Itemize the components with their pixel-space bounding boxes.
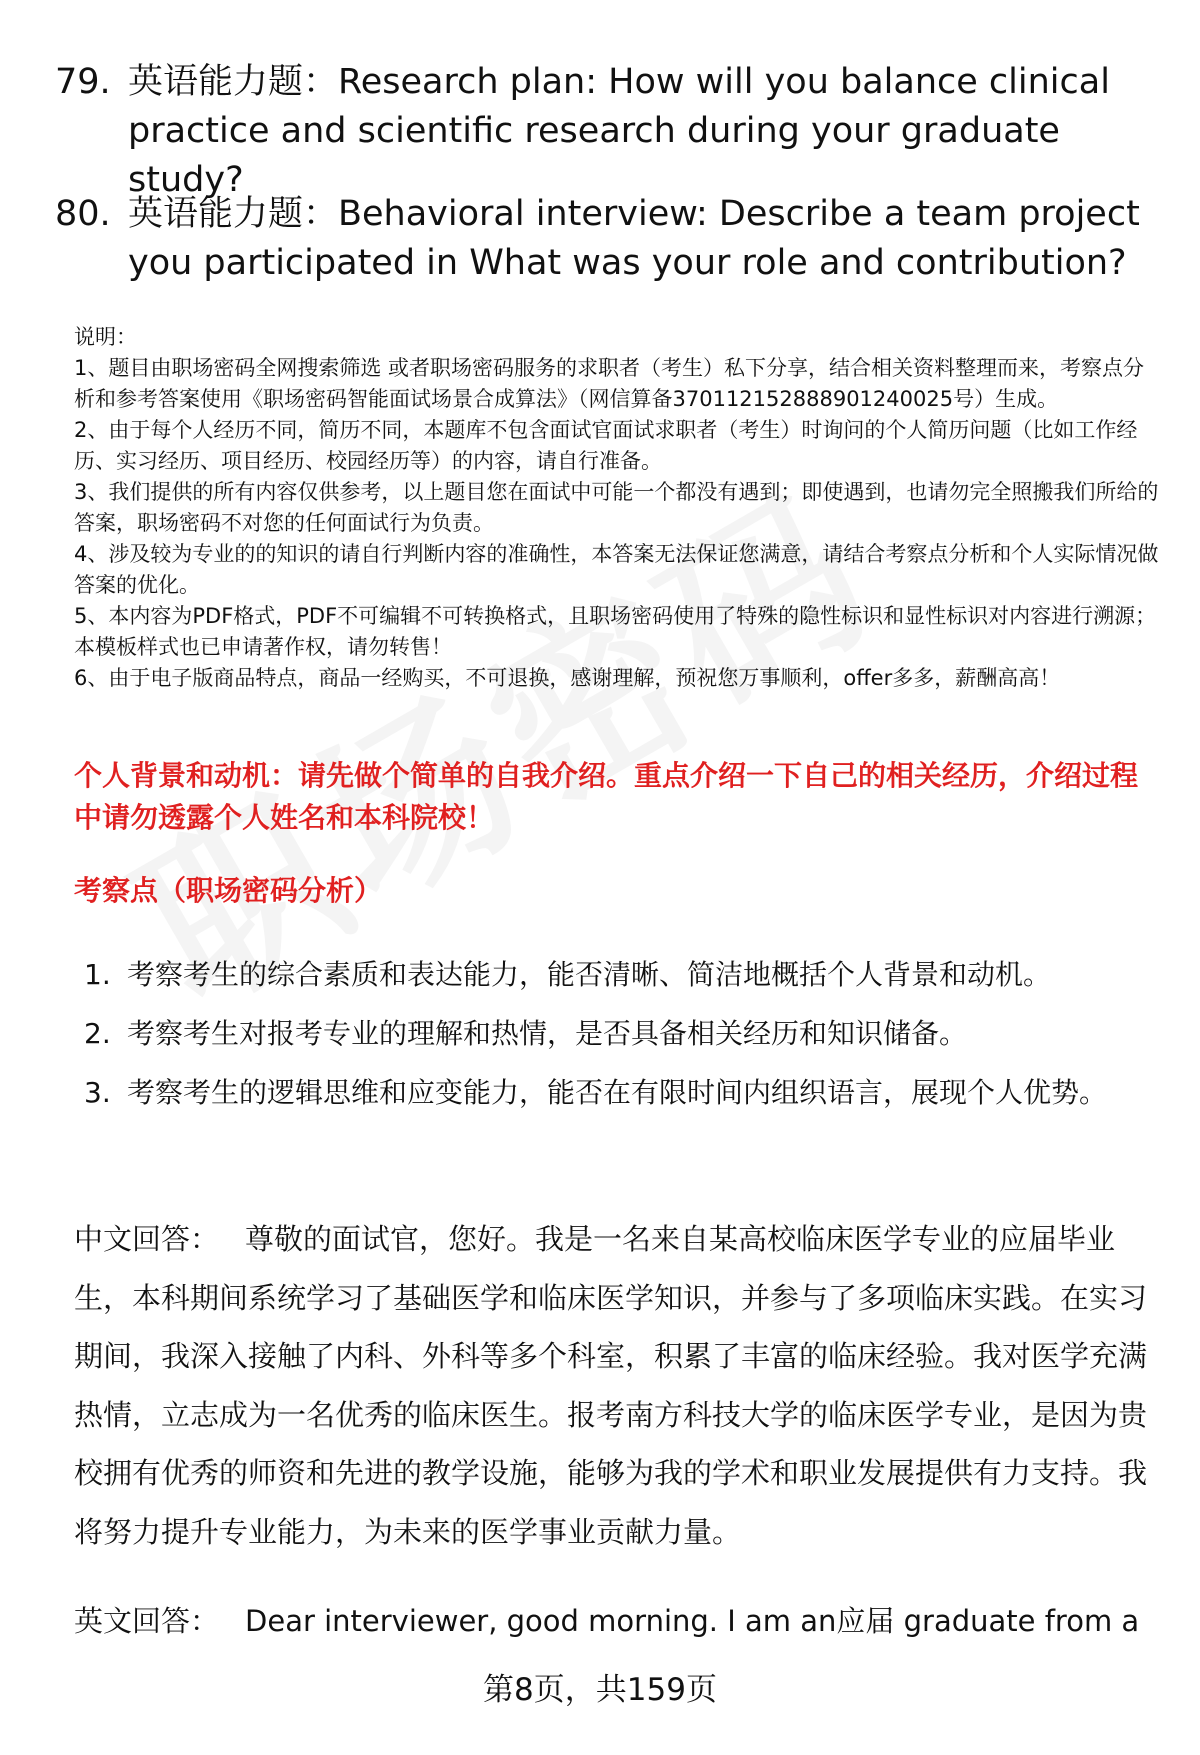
notes-item: 6、由于电子版商品特点，商品一经购买，不可退换，感谢理解，预祝您万事顺利，offer多多，薪酬高高！ <box>74 666 1061 690</box>
list-item-number: 2. <box>84 1017 111 1050</box>
notes-item: 1、题目由职场密码全网搜索筛选 或者职场密码服务的求职者（考生）私下分享，结合相关资料整理而来，考察点分析和参考答案使用《职场密码智能面试场景合成算法》（网信算备370112152888901240025号）生成。 <box>74 356 1145 411</box>
notes-item: 2、由于每个人经历不同，简历不同，本题库不包含面试官面试求职者（考生）时询问的个人简历问题（比如工作经历、实习经历、项目经历、校园经历等）的内容，请自行准备。 <box>74 418 1138 473</box>
analysis-title: 考察点（职场密码分析） <box>74 874 383 907</box>
chinese-answer <box>74 1210 1154 1561</box>
section-question: 个人背景和动机：请先做个简单的自我介绍。重点介绍一下自己的相关经历，介绍过程中请勿透露个人姓名和本科院校！ <box>74 759 1139 834</box>
notes-block <box>74 322 1164 694</box>
analysis-points <box>74 945 1124 1122</box>
question-text: 英语能力题：Behavioral interview: Describe a team project you participated in What was your role and contribution? <box>128 194 1140 283</box>
question-79 <box>55 58 1170 205</box>
english-answer-text: Dear interviewer, good morning. I am an应届 graduate from a <box>245 1604 1140 1638</box>
question-text: 英语能力题：Research plan: How will you balance clinical practice and scientific research during your graduate study? <box>128 62 1110 200</box>
notes-item: 4、涉及较为专业的的知识的请自行判断内容的准确性，本答案无法保证您满意，请结合考察点分析和个人实际情况做答案的优化。 <box>74 542 1159 597</box>
list-item <box>74 1063 1124 1122</box>
notes-title: 说明： <box>74 325 137 349</box>
notes-item: 3、我们提供的所有内容仅供参考，以上题目您在面试中可能一个都没有遇到；即使遇到，也请勿完全照搬我们所给的答案，职场密码不对您的任何面试行为负责。 <box>74 480 1159 535</box>
question-number: 79. <box>55 62 111 102</box>
list-item <box>74 945 1124 1004</box>
list-item <box>74 1004 1124 1063</box>
chinese-answer-text: 尊敬的面试官，您好。我是一名来自某高校临床医学专业的应届毕业生，本科期间系统学习了基础医学和临床医学知识，并参与了多项临床实践。在实习期间，我深入接触了内科、外科等多个科室，积累了丰富的临床经验。我对医学充满热情，立志成为一名优秀的临床医生。报考南方科技大学的临床医学专业，是因为贵校拥有优秀的师资和先进的教学设施，能够为我的学术和职业发展提供有力支持。我将努力提升专业能力，为未来的医学事业贡献力量。 <box>74 1222 1148 1549</box>
english-answer-label: 英文回答： <box>74 1604 220 1638</box>
list-item-number: 3. <box>84 1076 111 1109</box>
list-item-text: 考察考生对报考专业的理解和热情，是否具备相关经历和知识储备。 <box>127 1017 968 1050</box>
question-number: 80. <box>55 194 111 234</box>
list-item-number: 1. <box>84 958 111 991</box>
list-item-text: 考察考生的综合素质和表达能力，能否清晰、简洁地概括个人背景和动机。 <box>127 958 1052 991</box>
question-80 <box>55 190 1170 288</box>
english-answer <box>74 1592 1154 1651</box>
page-footer: 第8页，共159页 <box>483 1672 717 1708</box>
notes-item: 5、本内容为PDF格式，PDF不可编辑不可转换格式，且职场密码使用了特殊的隐性标识和显性标识对内容进行溯源；本模板样式也已申请著作权，请勿转售！ <box>74 604 1157 659</box>
chinese-answer-label: 中文回答： <box>74 1222 220 1256</box>
list-item-text: 考察考生的逻辑思维和应变能力，能否在有限时间内组织语言，展现个人优势。 <box>127 1076 1108 1109</box>
